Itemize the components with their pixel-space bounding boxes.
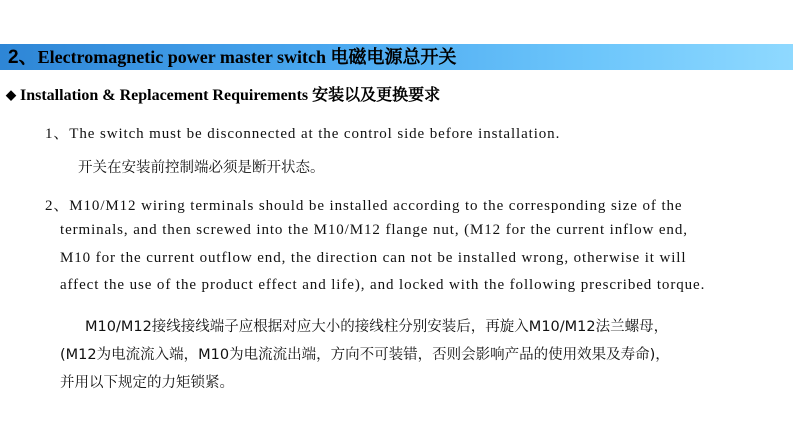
item-2-english-line-3: M10 for the current outflow end, the direction can not be installed wrong, otherwise it will [60,250,687,266]
item-2-chinese-line-3: 并用以下规定的力矩锁紧。 [60,375,234,391]
item-2-english-line-1: 2、M10/M12 wiring terminals should be installed according to the corresponding size of the [45,198,683,214]
item-2-chinese-line-2: (M12为电流流入端，M10为电流流出端，方向不可装错，否则会影响产品的使用效果及寿命)， [60,347,670,363]
item-2-english-line-2: terminals, and then screwed into the M10/M12 flange nut, (M12 for the current inflow end, [60,222,688,238]
item-1-chinese-line-1: 开关在安装前控制端必须是断开状态。 [78,160,325,176]
section-header-bar [0,44,793,70]
subsection-title: Installation & Replacement Requirements 安装以及更换要求 [20,87,441,104]
section-title [8,44,457,70]
item-2-chinese-line-1: M10/M12接线接线端子应根据对应大小的接线柱分别安装后，再旋入M10/M12法兰螺母， [85,319,669,335]
subsection-heading [6,85,440,107]
item-2-english-line-4: affect the use of the product effect and life), and locked with the following prescribed torque. [60,277,706,293]
item-1-english-line-1: 1、The switch must be disconnected at the control side before installation. [45,126,561,142]
section-number: 2、 [8,47,38,68]
section-title-text: Electromagnetic power master switch 电磁电源总开关 [37,47,457,67]
diamond-bullet-icon: ◆ [6,87,16,102]
